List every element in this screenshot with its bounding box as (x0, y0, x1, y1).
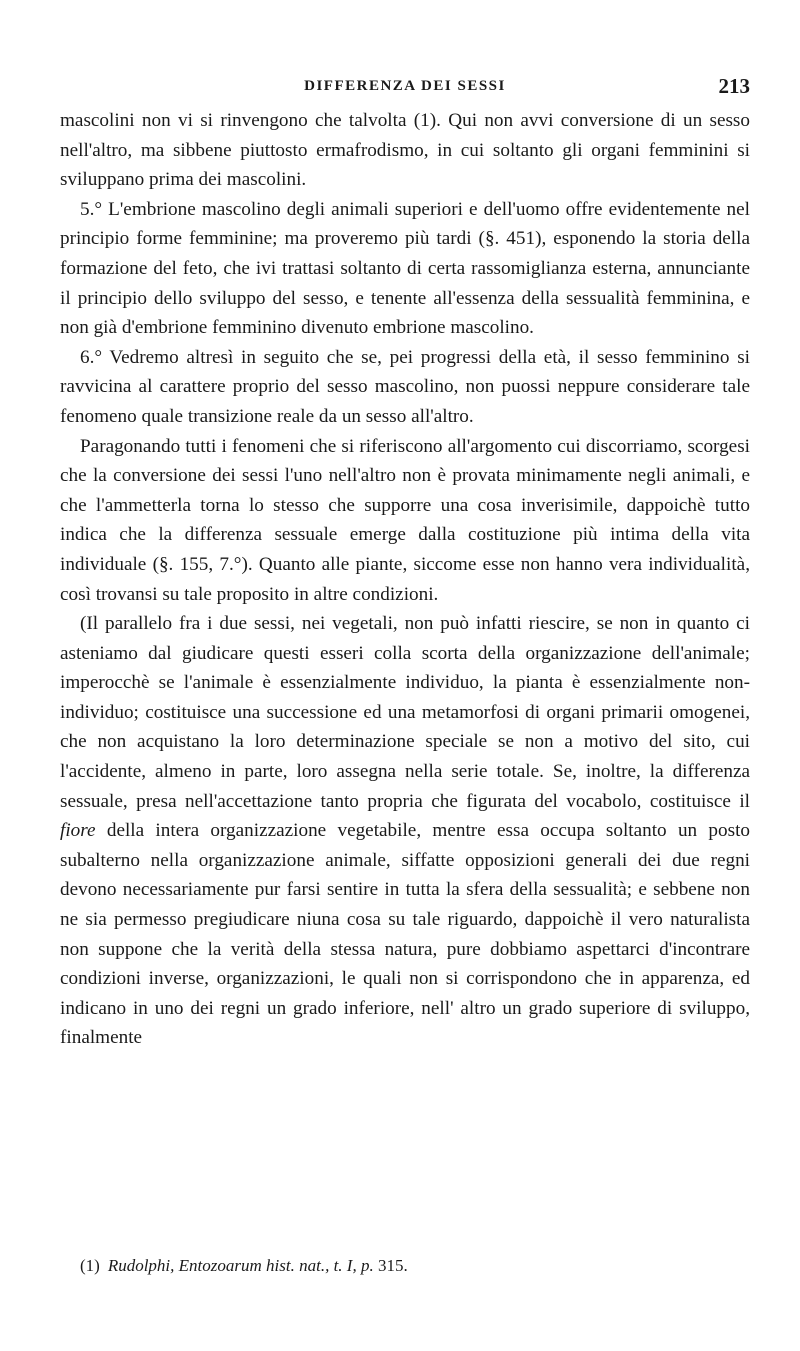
paragraph-4: Paragonando tutti i fenomeni che si riferiscono all'argomento cui discorriamo, scorgesi che la conversione dei sessi l'uno nell'altro non è provata minimamente negli animali, e che l'ammetterla torna lo stesso che supporre una cosa inverisimile, dappoichè tutto indica che la differenza sessuale emerge dalla costituzione più intima della vita individuale (§. 155, 7.°). Quanto alle piante, siccome esse non hanno vera individualità, così trovansi su tale proposito in altre condizioni. (60, 435, 750, 605)
footnote (80, 1255, 740, 1277)
italic-term-fiore: fiore (60, 820, 96, 842)
paragraph-5-part-2: della intera organizzazione vegetabile, mentre essa occupa soltanto un posto subalterno nella organizzazione animale, siffatte opposizioni generali dei due regni devono necessariamente pur farsi sentire in tutta la sfera della sessualità; e sebbene non ne sia permesso pregiudicare niuna cosa su tale riguardo, dappoichè il vero naturalista non suppone che la verità della stessa natura, pure dobbiamo aspettarci d'incontrare condizioni inverse, organizzazioni, le quali non si corrispondono che in apparenza, ed indicano in uno dei regni un grado inferiore, nell' altro un grado superiore di sviluppo, finalmente (60, 820, 751, 1049)
paragraph-3: 6.° Vedremo altresì in seguito che se, pei progressi della età, il sesso femminino si ravvicina al carattere proprio del sesso mascolino, non puossi neppure considerare tale fenomeno quale transizione reale da un sesso all'altro. (60, 346, 750, 427)
footnote-author: Rudolphi, (107, 1256, 175, 1275)
running-head (60, 74, 750, 106)
running-title: DIFFERENZA DEI SESSI (304, 78, 506, 94)
page-number: 213 (718, 74, 750, 98)
footnote-page: 315. (377, 1256, 408, 1275)
body-text (60, 106, 750, 1053)
paragraph-5 (60, 609, 750, 1053)
paragraph-5-part-1: (Il parallelo fra i due sessi, nei vegetali, non può infatti riescire, se non in quanto ci asteniamo dal giudicare questi esseri colla scorta della organizzazione dell'animale; imperocchè se l'animale è essenzialmente individuo, la pianta è essenzialmente non-individuo; costituisce una successione ed una metamorfosi di organi primarii omogenei, che non acquistano la loro determinazione speciale se non a motivo del sito, cui l'accidente, almeno in parte, loro assegna nella serie totale. Se, inoltre, la differenza sessuale, presa nell'accettazione tanto propria che figurata del vocabolo, costituisce il (60, 613, 750, 812)
footnote-work: Entozoarum hist. nat., t. I, p. (178, 1256, 374, 1275)
paragraph-1: mascolini non vi si rinvengono che talvolta (1). Qui non avvi conversione di un sesso nell'altro, ma sibbene piuttosto ermafrodismo, in cui soltanto gli organi femminini si sviluppano prima dei mascolini. (60, 110, 750, 191)
footnote-mark: (1) (80, 1256, 100, 1275)
paragraph-2: 5.° L'embrione mascolino degli animali superiori e dell'uomo offre evidentemente nel principio forme femminine; ma proveremo più tardi (§. 451), esponendo la storia della formazione del feto, che ivi trattasi soltanto di certa rassomiglianza esterna, annunciante il principio dello sviluppo del sesso, e tenente all'essenza della sessualità femminina, e non già d'embrione femminino divenuto embrione mascolino. (60, 198, 750, 339)
